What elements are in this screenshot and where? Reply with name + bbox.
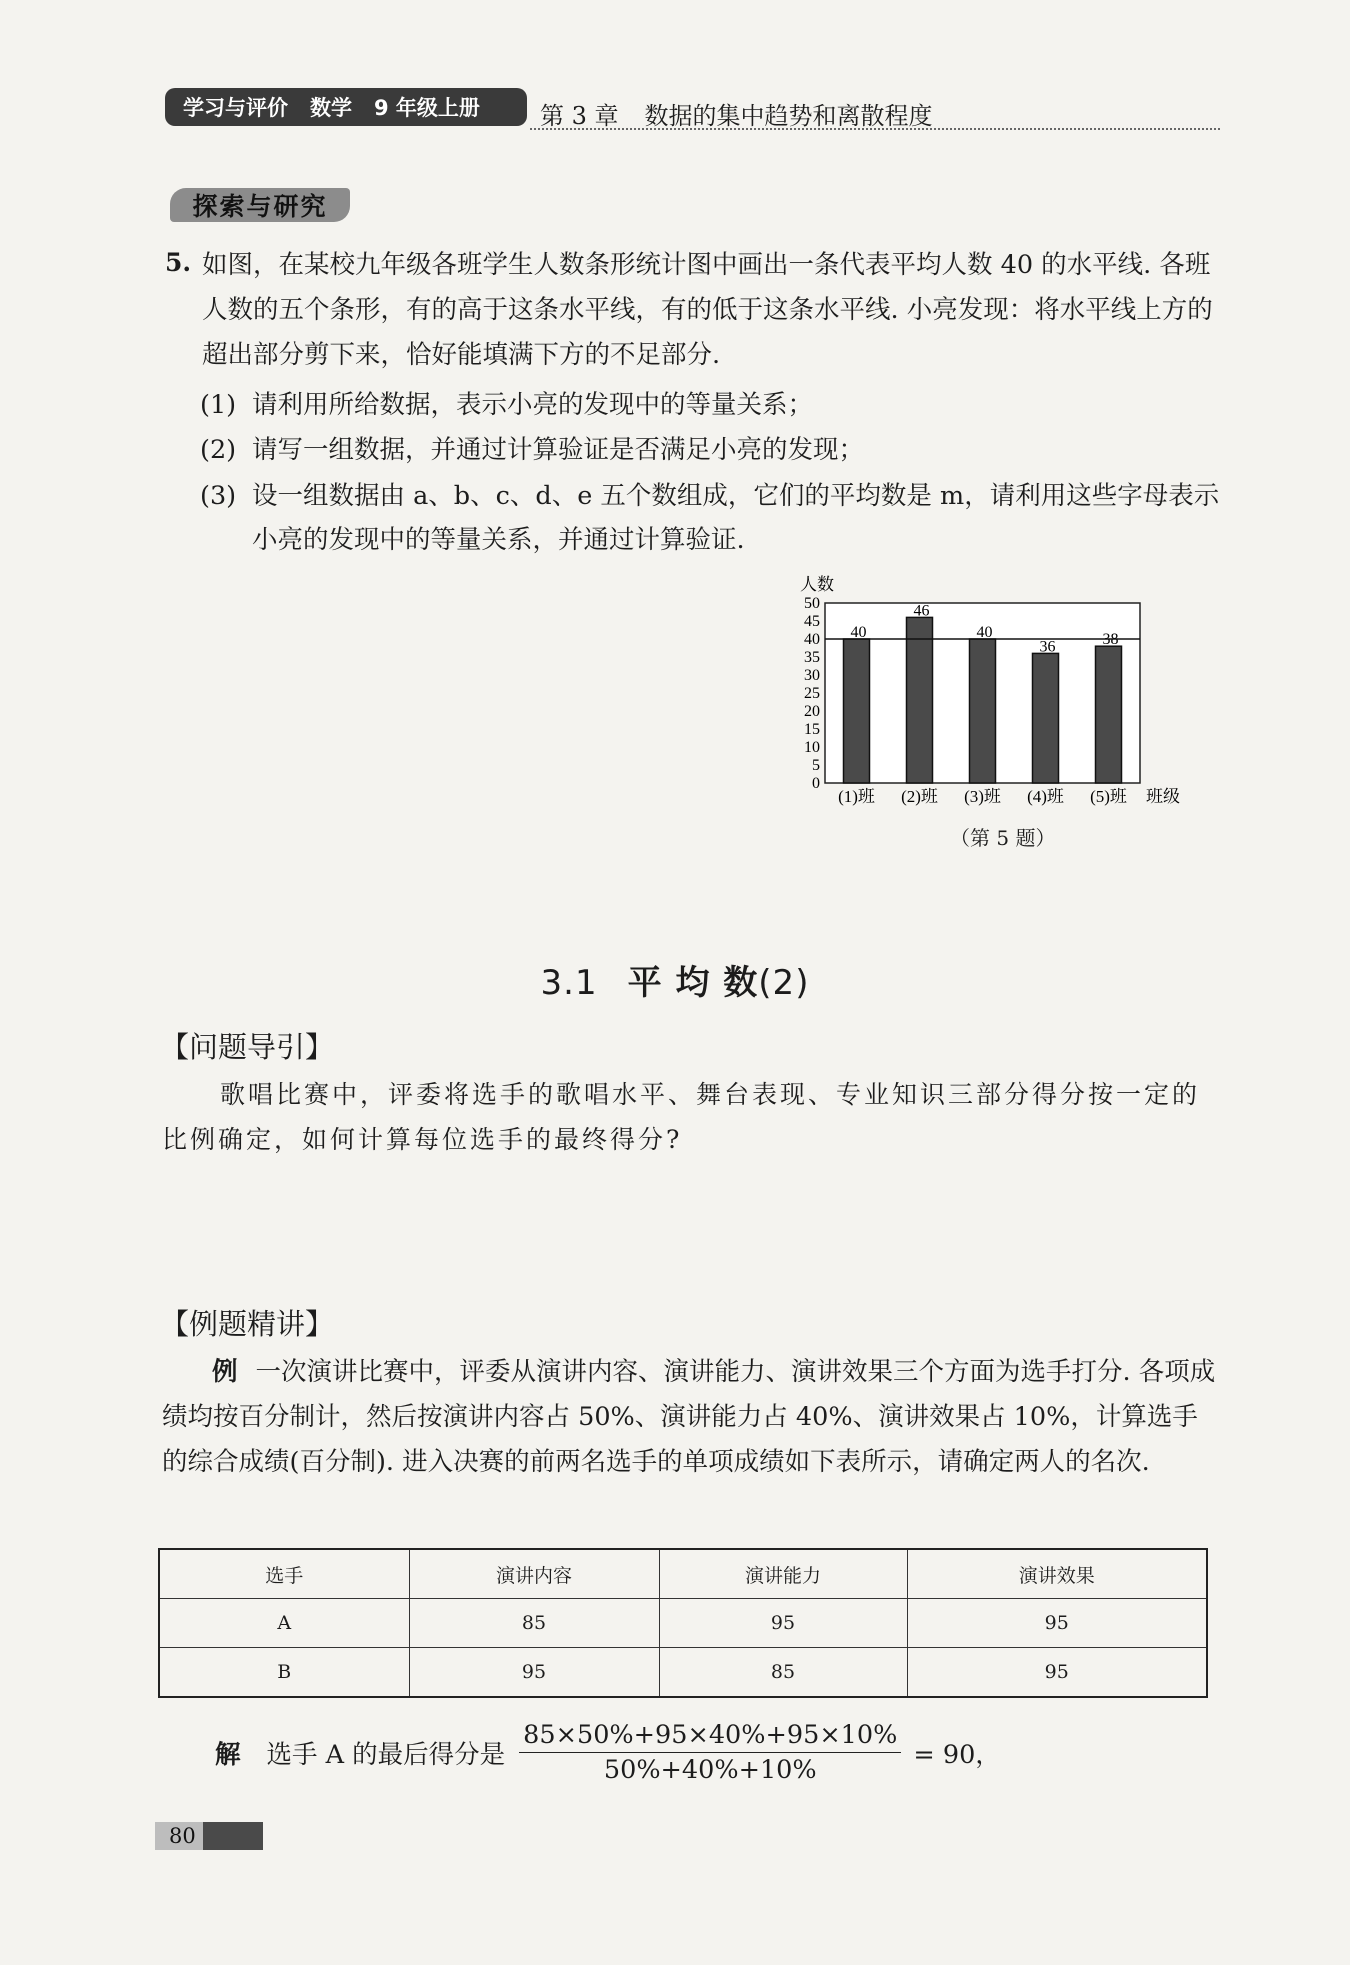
sub-question-3 (200, 476, 1219, 512)
y-tick-label: 15 (804, 721, 820, 738)
example-tag: 例 (212, 1357, 238, 1387)
solution-fraction (519, 1720, 901, 1785)
x-tick-label: (5)班 (1090, 787, 1127, 806)
question-number: 5. (165, 248, 192, 277)
table-cell: 95 (907, 1599, 1207, 1648)
y-tick-label: 5 (812, 757, 820, 774)
sub-question-3-continuation: 小亮的发现中的等量关系，并通过计算验证. (252, 525, 745, 555)
sub-question-text: 请利用所给数据，表示小亮的发现中的等量关系； (252, 390, 814, 420)
grade: 9 年级上册 (374, 96, 480, 120)
question-text: 如图，在某校九年级各班学生人数条形统计图中画出一条代表平均人数 40 的水平线. 各班人数的五个条形，有的高于这条水平线，有的低于这条水平线. 小亮发现：将水平线上方的超出部分剪下来，恰好能填满下方的不足部分. (202, 250, 1213, 370)
bar (1096, 646, 1122, 783)
table-cell: 85 (409, 1599, 659, 1648)
y-tick-label: 30 (804, 667, 820, 684)
x-axis-label: 班级 (1146, 787, 1180, 806)
table-cell: 95 (907, 1648, 1207, 1698)
table-header-cell: 演讲内容 (409, 1549, 659, 1599)
data-label: 36 (1039, 638, 1056, 656)
table-row (159, 1648, 1207, 1698)
table-cell: A (159, 1599, 409, 1648)
explore-tag: 探索与研究 (170, 188, 350, 222)
sub-question-label: (2) (200, 435, 237, 465)
chapter-number: 第 3 章 (540, 102, 619, 130)
table-cell: 85 (659, 1648, 907, 1698)
fraction-numerator: 85×50%+95×40%+95×10% (523, 1720, 898, 1750)
solution-result: = 90， (913, 1739, 1001, 1770)
fraction-bar (519, 1752, 901, 1753)
x-tick-label: (2)班 (901, 787, 938, 806)
bar (907, 617, 933, 783)
section-number: 3.1 (540, 963, 598, 1003)
table-cell: 95 (659, 1599, 907, 1648)
table-header-cell: 演讲效果 (907, 1549, 1207, 1599)
page-number: 80 (155, 1822, 263, 1850)
solution-text: 选手 A 的最后得分是 (266, 1739, 506, 1770)
section-title (0, 955, 1350, 1004)
problem-intro-heading: 【问题导引】 (160, 1030, 335, 1064)
data-label: 46 (913, 602, 930, 620)
y-tick-label: 20 (804, 703, 820, 720)
bar (844, 639, 870, 783)
header-badge (165, 88, 527, 126)
y-tick-label: 40 (804, 631, 820, 648)
table-header-row (159, 1549, 1207, 1599)
y-tick-label: 0 (812, 775, 820, 792)
y-tick-label: 45 (804, 613, 820, 630)
sub-question-text: 请写一组数据，并通过计算验证是否满足小亮的发现； (252, 435, 865, 465)
x-tick-label: (3)班 (964, 787, 1001, 806)
data-label: 40 (976, 624, 993, 641)
table-cell: B (159, 1648, 409, 1698)
example-text-block (162, 1350, 1222, 1485)
bar-chart-svg (780, 568, 1200, 818)
figure-caption: （第 5 题） (950, 826, 1056, 850)
x-tick-label: (1)班 (838, 787, 875, 806)
sub-question-1 (200, 385, 813, 421)
section-part: (2) (758, 963, 810, 1003)
table-header-cell: 选手 (159, 1549, 409, 1599)
example-text: 一次演讲比赛中，评委从演讲内容、演讲能力、演讲效果三个方面为选手打分. 各项成绩均按百分制计，然后按演讲内容占 50%、演讲能力占 40%、演讲效果占 10%，计算选手的综合成绩(百分制). 进入决赛的前两名选手的单项成绩如下表所示，请确定两人的名次. (162, 1357, 1216, 1477)
book-title: 学习与评价 (183, 96, 288, 120)
sub-question-text: 设一组数据由 a、b、c、d、e 五个数组成，它们的平均数是 m，请利用这些字母表示 (252, 481, 1220, 511)
data-label: 40 (850, 624, 867, 641)
bar (1033, 653, 1059, 783)
bar (970, 639, 996, 783)
y-tick-label: 50 (804, 595, 820, 612)
table-row (159, 1599, 1207, 1648)
y-axis-label: 人数 (800, 575, 834, 594)
section-name: 平 均 数 (627, 963, 759, 1003)
solution-tag: 解 (215, 1739, 241, 1770)
table-header-cell: 演讲能力 (659, 1549, 907, 1599)
problem-intro-text: 歌唱比赛中，评委将选手的歌唱水平、舞台表现、专业知识三部分得分按一定的比例确定，如何计算每位选手的最终得分? (162, 1080, 1201, 1154)
solution-line (215, 1720, 1001, 1785)
score-table (158, 1548, 1208, 1698)
subject: 数学 (310, 96, 352, 120)
table-cell: 95 (409, 1648, 659, 1698)
sub-question-2 (200, 430, 864, 466)
example-heading: 【例题精讲】 (160, 1307, 335, 1341)
y-tick-label: 10 (804, 739, 820, 756)
chapter-heading (540, 96, 933, 131)
fraction-denominator: 50%+40%+10% (603, 1755, 817, 1785)
data-label: 38 (1102, 631, 1119, 649)
y-tick-label: 35 (804, 649, 820, 666)
sub-question-label: (3) (200, 481, 237, 511)
y-tick-label: 25 (804, 685, 820, 702)
x-tick-label: (4)班 (1027, 787, 1064, 806)
bar-chart (780, 568, 1200, 858)
header-divider (530, 128, 1220, 130)
sub-question-label: (1) (200, 390, 237, 420)
chapter-title: 数据的集中趋势和离散程度 (644, 102, 933, 130)
